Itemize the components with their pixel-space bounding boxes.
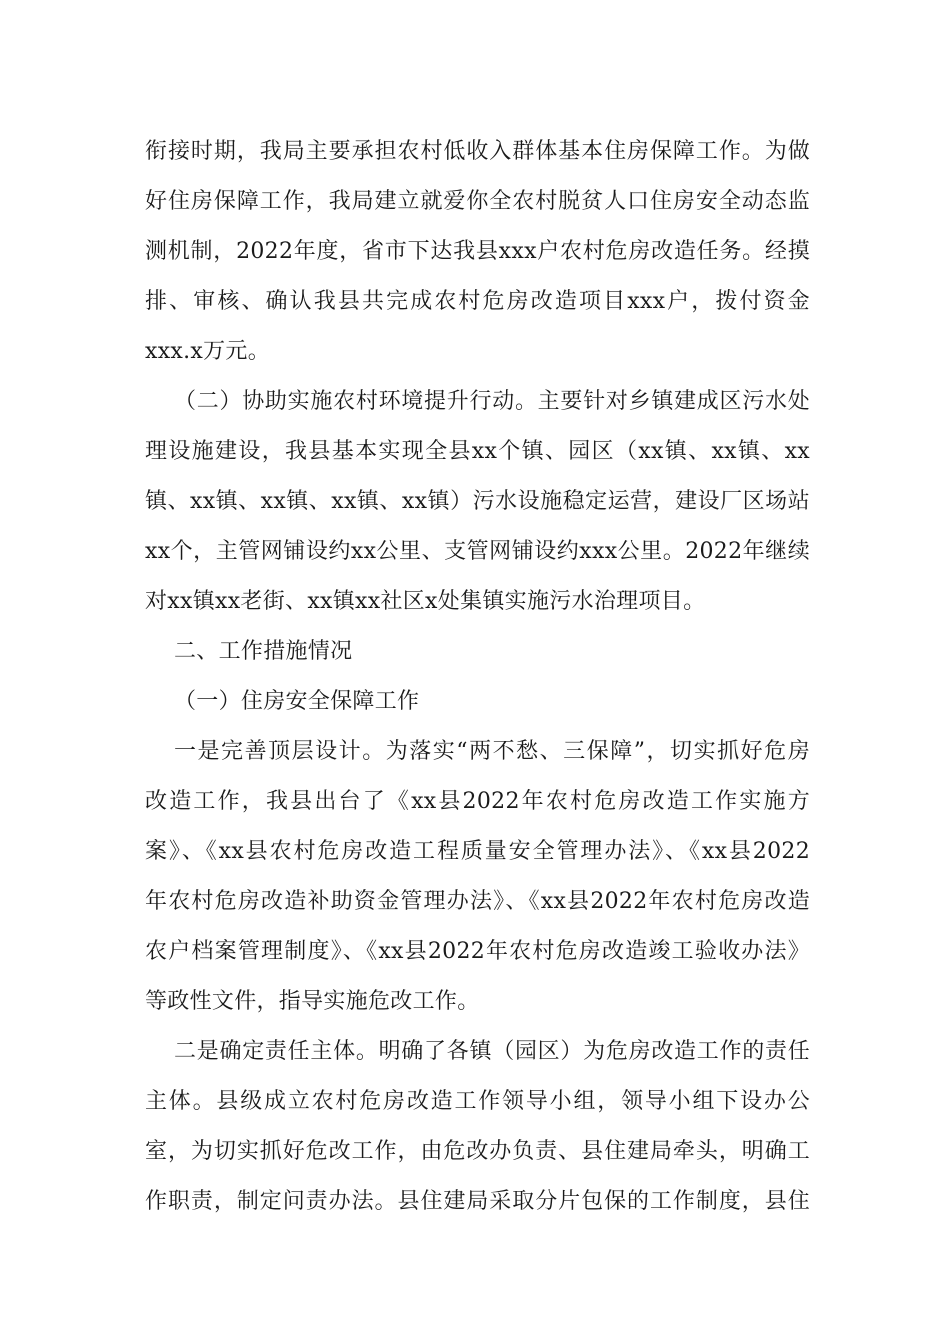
text-line: 理设施建设，我县基本实现全县xx个镇、园区（xx镇、xx镇、xx xyxy=(145,439,810,464)
heading-text: （一）住房安全保障工作 xyxy=(174,689,420,714)
text-line: （二）协助实施农村环境提升行动。主要针对乡镇建成区污水处 xyxy=(174,389,810,414)
paragraph-top-design xyxy=(145,727,810,1027)
paragraph-housing-intro xyxy=(145,127,810,377)
text-line: 排、审核、确认我县共完成农村危房改造项目xxx户，拨付资金 xyxy=(145,289,810,314)
paragraph-responsibility xyxy=(145,1027,810,1227)
subsection-heading xyxy=(145,677,810,727)
text-line: 好住房保障工作，我局建立就爱你全农村脱贫人口住房安全动态监 xyxy=(145,189,810,214)
text-line: 等政性文件，指导实施危改工作。 xyxy=(145,989,480,1014)
text-line: 年农村危房改造补助资金管理办法》、《xx县2022年农村危房改造 xyxy=(145,889,810,914)
text-line: 案》、《xx县农村危房改造工程质量安全管理办法》、《xx县2022 xyxy=(145,839,810,864)
text-line: 对xx镇xx老街、xx镇xx社区x处集镇实施污水治理项目。 xyxy=(145,589,706,614)
text-line: 衔接时期，我局主要承担农村低收入群体基本住房保障工作。为做 xyxy=(145,139,810,164)
text-line: 作职责，制定问责办法。县住建局采取分片包保的工作制度，县住 xyxy=(145,1189,810,1214)
text-line: 镇、xx镇、xx镇、xx镇、xx镇）污水设施稳定运营，建设厂区场站 xyxy=(145,489,810,514)
paragraph-environment xyxy=(145,377,810,627)
text-line: 主体。县级成立农村危房改造工作领导小组，领导小组下设办公 xyxy=(145,1089,810,1114)
text-line: 测机制，2022年度，省市下达我县xxx户农村危房改造任务。经摸 xyxy=(145,239,810,264)
text-line: xx个，主管网铺设约xx公里、支管网铺设约xxx公里。2022年继续 xyxy=(145,539,810,564)
text-line: 一是完善顶层设计。为落实“两不愁、三保障”，切实抓好危房 xyxy=(174,739,810,764)
heading-text: 二、工作措施情况 xyxy=(174,639,353,664)
document-body xyxy=(145,127,810,1227)
section-heading xyxy=(145,627,810,677)
text-line: 农户档案管理制度》、《xx县2022年农村危房改造竣工验收办法》 xyxy=(145,939,810,964)
text-line: xxx.x万元。 xyxy=(145,339,271,364)
text-line: 室，为切实抓好危改工作，由危改办负责、县住建局牵头，明确工 xyxy=(145,1139,810,1164)
text-line: 改造工作，我县出台了《xx县2022年农村危房改造工作实施方 xyxy=(145,789,810,814)
text-line: 二是确定责任主体。明确了各镇（园区）为危房改造工作的责任 xyxy=(174,1039,810,1064)
